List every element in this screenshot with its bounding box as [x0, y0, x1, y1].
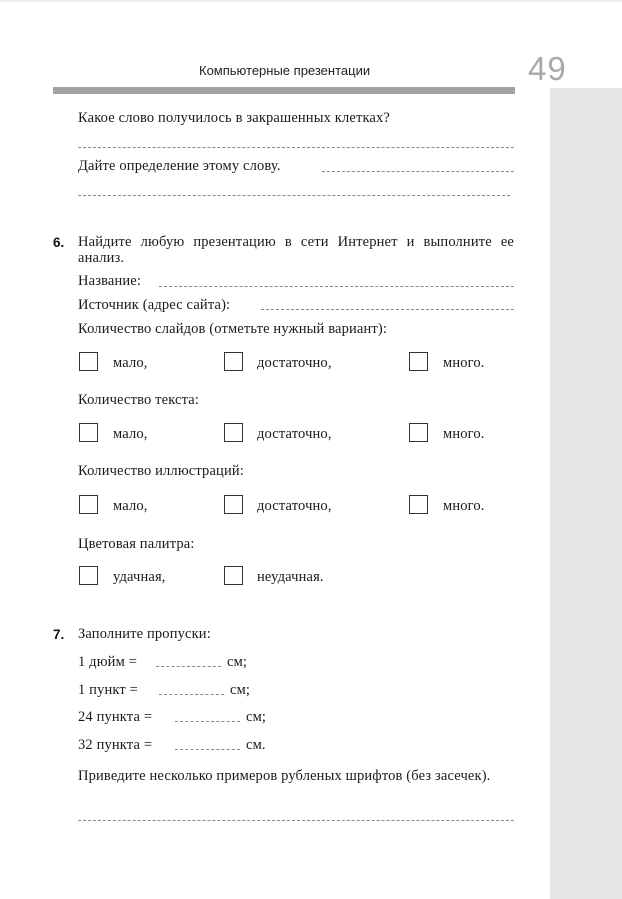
slides-many-label: много.	[443, 355, 485, 371]
slides-enough-checkbox[interactable]	[224, 352, 243, 371]
illustrations-few-label: мало,	[113, 498, 148, 514]
palette-good-checkbox[interactable]	[79, 566, 98, 585]
page-number: 49	[528, 50, 567, 87]
q7-line4-blank[interactable]	[175, 749, 240, 750]
q5-definition-line-2[interactable]	[78, 195, 510, 196]
q5-definition-line-1[interactable]	[322, 171, 514, 172]
q6-illustrations-label: Количество иллюстраций:	[78, 463, 244, 479]
text-enough-checkbox[interactable]	[224, 423, 243, 442]
q6-palette-label: Цветовая палитра:	[78, 536, 195, 552]
q5-definition-prompt: Дайте определение этому слову.	[78, 158, 281, 174]
q6-instruction: Найдите любую презентацию в сети Интернет и выполните ее анализ.	[78, 234, 514, 266]
palette-good-label: удачная,	[113, 569, 166, 585]
slides-enough-label: достаточно,	[257, 355, 332, 371]
running-header: Компьютерные презентации	[199, 63, 371, 78]
q7-line2-label: 1 пункт =	[78, 682, 138, 698]
q7-line3-unit: см;	[246, 709, 267, 725]
q7-line1-label: 1 дюйм =	[78, 654, 138, 670]
q7-number: 7.	[53, 627, 65, 642]
palette-bad-label: неудачная.	[257, 569, 324, 585]
illustrations-enough-label: достаточно,	[257, 498, 332, 514]
q7-line4-unit: см.	[246, 737, 266, 753]
text-many-checkbox[interactable]	[409, 423, 428, 442]
q6-text-label: Количество текста:	[78, 392, 200, 408]
text-enough-label: достаточно,	[257, 426, 332, 442]
q7-line2-unit: см;	[230, 682, 251, 698]
illustrations-few-checkbox[interactable]	[79, 495, 98, 514]
q7-line4-label: 32 пункта =	[78, 737, 153, 753]
q5-question: Какое слово получилось в закрашенных клетках?	[78, 110, 390, 126]
top-edge-line	[0, 0, 622, 2]
q7-line3-blank[interactable]	[175, 721, 240, 722]
q5-answer-line[interactable]	[78, 147, 514, 148]
illustrations-many-checkbox[interactable]	[409, 495, 428, 514]
q7-line1-blank[interactable]	[156, 666, 221, 667]
text-few-checkbox[interactable]	[79, 423, 98, 442]
palette-bad-checkbox[interactable]	[224, 566, 243, 585]
q6-number: 6.	[53, 235, 65, 250]
text-many-label: много.	[443, 426, 485, 442]
q6-name-label: Название:	[78, 273, 142, 289]
q7-line1-unit: см;	[227, 654, 248, 670]
slides-few-checkbox[interactable]	[79, 352, 98, 371]
q7-line3-label: 24 пункта =	[78, 709, 153, 725]
q6-slides-label: Количество слайдов (отметьте нужный вариант):	[78, 321, 388, 337]
q7-examples-prompt: Приведите несколько примеров рубленых шрифтов (без засечек).	[78, 768, 491, 784]
slides-few-label: мало,	[113, 355, 148, 371]
header-rule	[53, 87, 515, 94]
q7-instruction: Заполните пропуски:	[78, 626, 211, 642]
q6-name-field[interactable]	[159, 286, 514, 287]
illustrations-enough-checkbox[interactable]	[224, 495, 243, 514]
q7-line2-blank[interactable]	[159, 694, 224, 695]
q7-examples-answer-line[interactable]	[78, 820, 514, 821]
q6-source-label: Источник (адрес сайта):	[78, 297, 231, 313]
slides-many-checkbox[interactable]	[409, 352, 428, 371]
side-margin-panel	[550, 88, 622, 899]
illustrations-many-label: много.	[443, 498, 485, 514]
text-few-label: мало,	[113, 426, 148, 442]
q6-source-field[interactable]	[261, 309, 514, 310]
